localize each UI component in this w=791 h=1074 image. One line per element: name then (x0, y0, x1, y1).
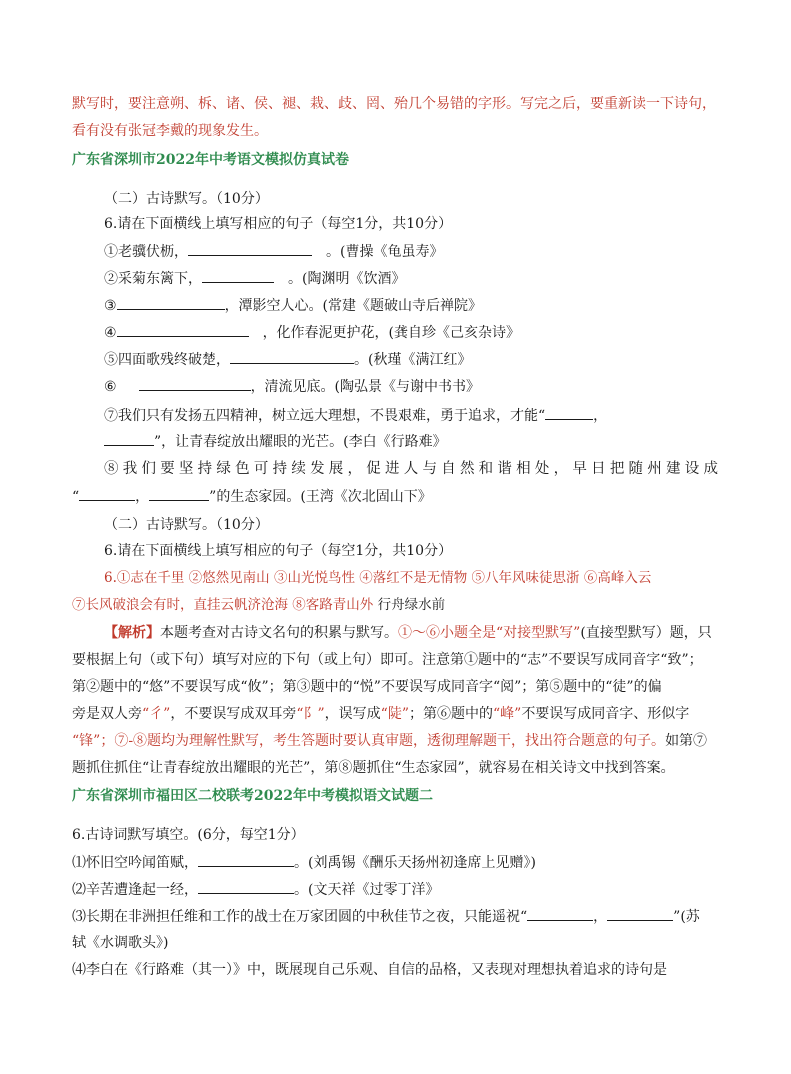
item-text: ”的生态家园。(王湾《次北固山下》 (209, 489, 432, 505)
section-heading: （二）古诗默写。（10分） (104, 191, 269, 207)
list-item (104, 323, 754, 342)
answer-question: 6.请在下面横线上填写相应的句子（每空1分，共10分） (104, 543, 453, 559)
answer-blank (149, 487, 209, 501)
list-item (104, 242, 754, 261)
list-item (104, 269, 754, 288)
analysis-text: “陡” (380, 706, 409, 722)
answer-blank (607, 907, 673, 921)
item-suffix: ，清流见底。(陶弘景《与谢中书书》 (250, 379, 481, 395)
item-suffix: 。(陶渊明《饮酒》 (288, 271, 406, 287)
answer-blank (104, 432, 154, 446)
analysis-line (104, 624, 722, 642)
analysis-text: 如第⑦ (665, 733, 708, 749)
list-item (104, 296, 754, 315)
analysis-text: ，不要误写成双耳旁 (170, 706, 297, 722)
section-title: 广东省深圳市福田区二校联考2022年中考模拟语文试题二 (72, 788, 433, 804)
answer-blank (117, 296, 225, 310)
answer-blank (117, 323, 249, 337)
item-suffix: 。(曹操《龟虽寿》 (326, 244, 444, 260)
item-text: ”，让青春绽放出耀眼的光芒。(李白《行路难》 (154, 434, 447, 450)
list-item (72, 853, 722, 872)
intro-line: 看有没有张冠李戴的现象发生。 (72, 123, 268, 139)
analysis-text: (直接型默写）题，只 (580, 625, 712, 641)
item-prefix: ⑵辛苦遭逢起一经， (72, 882, 198, 898)
list-item (104, 377, 754, 396)
item-prefix: ④ (104, 325, 117, 341)
analysis-line: 题抓住抓住“让青春绽放出耀眼的光芒”，第⑧题抓住“生态家园”，就容易在相关诗文中找到答案。 (72, 760, 675, 776)
answer-blank (198, 880, 294, 894)
list-item: ⑷李白在《行路难（其一）》中，既展现自己乐观、自信的品格，又表现对理想执着追求的诗句是 (72, 962, 667, 978)
question-text: 6.古诗词默写填空。(6分，每空1分） (72, 827, 305, 843)
item-suffix: 。(文天祥《过零丁洋》 (294, 882, 440, 898)
item-prefix: ⑥ (104, 379, 117, 395)
item-prefix: ①老骥伏枥， (104, 244, 188, 260)
item-prefix: ③ (104, 298, 117, 314)
answer-blank (79, 487, 135, 501)
list-item (104, 350, 754, 369)
list-item (104, 406, 754, 425)
answer-blank (139, 377, 251, 391)
analysis-tag: 【解析】 (104, 625, 160, 641)
item-text: ， (593, 909, 608, 925)
analysis-line (72, 705, 722, 723)
analysis-text: ；⑦-⑧题均为理解性默写，考生答题时要认真审题，透彻理解题干，找出符合题意的句子。 (100, 733, 666, 749)
item-text: “ (72, 489, 80, 505)
item-prefix: ⑤四面歌残终破楚， (104, 352, 230, 368)
answer-blank (545, 406, 593, 420)
analysis-text: 本题考查对古诗文名句的积累与默写。 (160, 625, 398, 641)
item-suffix: 。(刘禹锡《酬乐天扬州初逢席上见赠》) (294, 855, 536, 871)
answer-blank (202, 269, 274, 283)
item-text: ⑶长期在非洲担任维和工作的战士在万家团圆的中秋佳节之夜，只能遥祝“ (72, 909, 528, 925)
intro-line: 默写时，要注意朔、柝、诸、侯、褪、栽、歧、罔、殆几个易错的字形。写完之后，要重新读一下诗句， (72, 96, 716, 112)
analysis-text: ；第⑥题中的 (408, 706, 493, 722)
list-item (72, 880, 722, 899)
answer-line (72, 596, 722, 614)
answer-line: 6.①志在千里 ②悠然见南山 ③山光悦鸟性 ④落红不是无情物 ⑤八年风味徒思浙 ⑥高峰入云 (104, 570, 652, 586)
item-suffix: ，潭影空人心。(常建《题破山寺后禅院》 (224, 298, 483, 314)
analysis-text: 旁是双人旁 (72, 706, 142, 722)
analysis-line (72, 732, 722, 750)
question-text: 6.请在下面横线上填写相应的句子（每空1分，共10分） (104, 216, 453, 232)
item-text: ”(苏 (673, 909, 700, 925)
answer-blank (198, 853, 294, 867)
analysis-text: “峰” (492, 706, 522, 722)
item-suffix: ，化作春泥更护花，(龚自珍《己亥杂诗》 (262, 325, 521, 341)
answer-heading: （二）古诗默写。（10分） (104, 517, 269, 533)
answer-text: ⑦长风破浪会有时，直挂云帆济沧海 ⑧客路青山外 (72, 597, 374, 613)
item-text: ⑦我们只有发扬五四精神，树立远大理想，不畏艰难，勇于追求，才能“ (104, 408, 546, 424)
analysis-text: “彳” (142, 706, 171, 722)
section-title: 广东省深圳市2022年中考语文模拟仿真试卷 (72, 152, 349, 168)
item-suffix: 。(秋瑾《满江红》 (354, 352, 472, 368)
analysis-text: ，误写成 (324, 706, 381, 722)
analysis-text: 不要误写成同音字、形似字 (521, 706, 690, 722)
list-item (72, 487, 722, 506)
analysis-text: “阝” (296, 706, 325, 722)
analysis-line: 第②题中的“悠”不要误写成“攸”；第③题中的“悦”不要误写成同音字“阅”；第⑤题中的“徒”的偏 (72, 679, 662, 695)
item-text: ， (593, 408, 608, 424)
item-prefix: ⑴怀旧空吟闻笛赋， (72, 855, 198, 871)
analysis-text: “锋” (72, 733, 101, 749)
list-item (104, 432, 754, 451)
answer-text: 行舟绿水前 (373, 597, 446, 613)
list-item: 轼《水调歌头》) (72, 935, 169, 951)
analysis-text: ①～⑥小题全是“对接型默写” (398, 625, 581, 641)
answer-blank (230, 350, 354, 364)
item-prefix: ②采菊东篱下， (104, 271, 202, 287)
list-item (72, 907, 722, 926)
answer-blank (188, 242, 312, 256)
analysis-line: 要根据上句（或下句）填写对应的下句（或上句）即可。注意第①题中的“志”不要误写成同音字“致”； (72, 652, 703, 668)
item-text: ， (135, 489, 150, 505)
list-item: ⑧我们要坚持绿色可持续发展，促进人与自然和谐相处，早日把随州建设成 (104, 461, 718, 477)
answer-blank (527, 907, 593, 921)
